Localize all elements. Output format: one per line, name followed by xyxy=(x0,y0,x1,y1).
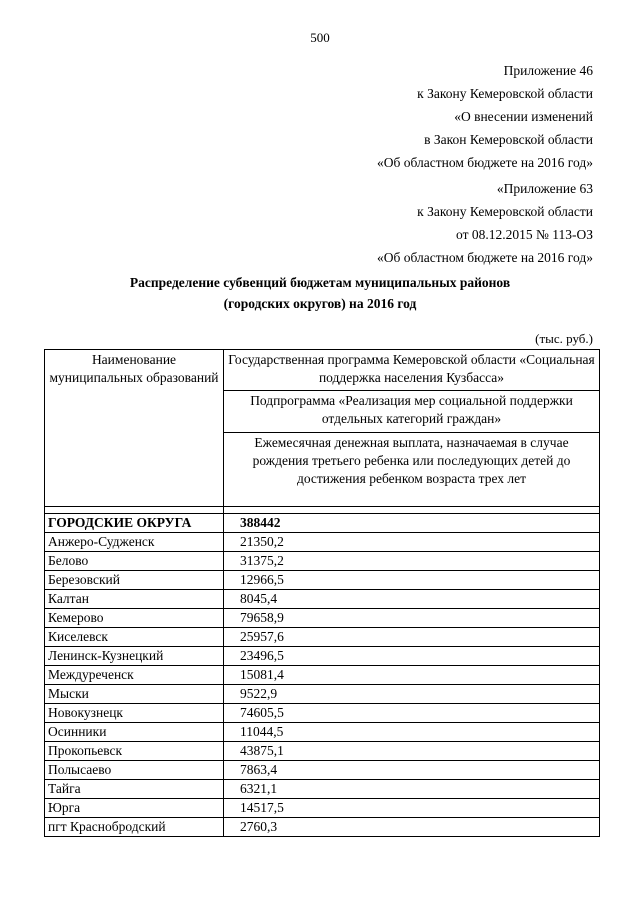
row-value: 9522,9 xyxy=(224,685,600,704)
table-row xyxy=(45,590,600,609)
row-name: Кемерово xyxy=(45,609,224,628)
table-row xyxy=(45,723,600,742)
header-program: Государственная программа Кемеровской области «Социальная поддержка населения Кузбасса» xyxy=(224,350,600,391)
row-name: Междуреченск xyxy=(45,666,224,685)
row-value: 25957,6 xyxy=(224,628,600,647)
row-value: 8045,4 xyxy=(224,590,600,609)
row-name: Киселевск xyxy=(45,628,224,647)
table-row xyxy=(45,818,600,837)
row-value: 79658,9 xyxy=(224,609,600,628)
table-row xyxy=(45,761,600,780)
row-value: 31375,2 xyxy=(224,552,600,571)
annex-46-line: «О внесении изменений xyxy=(454,109,593,124)
row-value: 15081,4 xyxy=(224,666,600,685)
table-row xyxy=(45,704,600,723)
row-name: пгт Краснобродский xyxy=(45,818,224,837)
subsidy-table xyxy=(44,349,600,837)
table-row xyxy=(45,666,600,685)
row-name: Осинники xyxy=(45,723,224,742)
title-line-2: (городских округов) на 2016 год xyxy=(223,296,417,311)
row-name: Тайга xyxy=(45,780,224,799)
row-name: Юрга xyxy=(45,799,224,818)
row-name: Березовский xyxy=(45,571,224,590)
table-row xyxy=(45,780,600,799)
row-name: Белово xyxy=(45,552,224,571)
row-value: 43875,1 xyxy=(224,742,600,761)
row-value: 74605,5 xyxy=(224,704,600,723)
row-value: 7863,4 xyxy=(224,761,600,780)
document-title xyxy=(0,272,640,314)
row-name: Калтан xyxy=(45,590,224,609)
row-name: Полысаево xyxy=(45,761,224,780)
row-name: Мыски xyxy=(45,685,224,704)
table-row xyxy=(45,533,600,552)
row-value: 23496,5 xyxy=(224,647,600,666)
table-row xyxy=(45,609,600,628)
row-name: ГОРОДСКИЕ ОКРУГА xyxy=(45,514,224,533)
row-value: 21350,2 xyxy=(224,533,600,552)
table-row xyxy=(45,571,600,590)
row-name: Прокопьевск xyxy=(45,742,224,761)
page-number: 500 xyxy=(310,30,330,45)
title-line-1: Распределение субвенций бюджетам муниципальных районов xyxy=(129,275,511,290)
table-row xyxy=(45,685,600,704)
annex-46-line: «Об областном бюджете на 2016 год» xyxy=(377,155,593,170)
row-value: 388442 xyxy=(224,514,600,533)
units-label: (тыс. руб.) xyxy=(535,331,593,346)
annex-63-line: от 08.12.2015 № 113-ОЗ xyxy=(456,227,593,242)
annex-63-line: «Приложение 63 xyxy=(496,181,593,196)
row-value: 6321,1 xyxy=(224,780,600,799)
annex-46-heading xyxy=(377,59,593,174)
annex-63-line: к Закону Кемеровской области xyxy=(417,204,593,219)
annex-46-line: к Закону Кемеровской области xyxy=(417,86,593,101)
table-row-total xyxy=(45,514,600,533)
header-subprogram: Подпрограмма «Реализация мер социальной поддержки отдельных категорий граждан» xyxy=(224,391,600,433)
header-measure: Ежемесячная денежная выплата, назначаемая в случае рождения третьего ребенка или последующих детей до достижения ребенком возраста трех лет xyxy=(224,433,600,507)
row-name: Анжеро-Судженск xyxy=(45,533,224,552)
row-value: 2760,3 xyxy=(224,818,600,837)
table-row xyxy=(45,742,600,761)
header-separator-row xyxy=(45,507,600,514)
row-value: 14517,5 xyxy=(224,799,600,818)
table-row xyxy=(45,628,600,647)
annex-46-line: Приложение 46 xyxy=(503,63,593,78)
annex-46-line: в Закон Кемеровской области xyxy=(424,132,593,147)
row-name: Ленинск-Кузнецкий xyxy=(45,647,224,666)
table-row xyxy=(45,647,600,666)
table-row xyxy=(45,552,600,571)
row-value: 11044,5 xyxy=(224,723,600,742)
row-value: 12966,5 xyxy=(224,571,600,590)
annex-63-line: «Об областном бюджете на 2016 год» xyxy=(377,250,593,265)
header-municipality: Наименование муниципальных образований xyxy=(45,350,224,507)
annex-63-heading xyxy=(377,177,593,269)
table-row xyxy=(45,799,600,818)
row-name: Новокузнецк xyxy=(45,704,224,723)
